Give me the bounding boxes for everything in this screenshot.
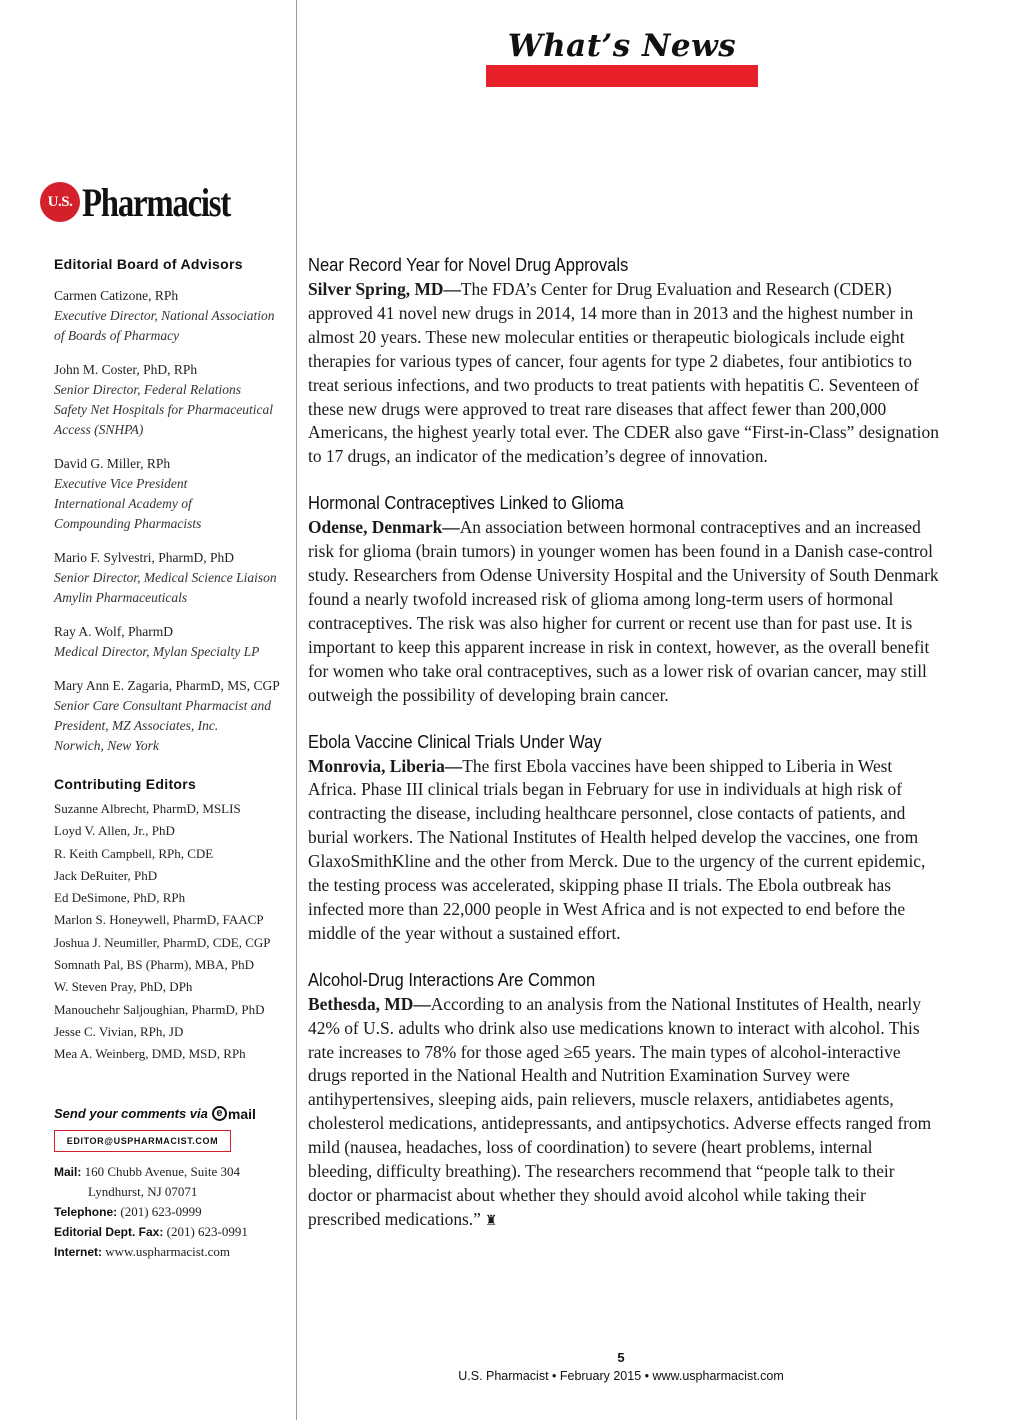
advisor-role: Executive Vice President: [54, 476, 188, 491]
news-articles: [308, 255, 940, 1258]
editorial-board-heading: Editorial Board of Advisors: [54, 256, 243, 272]
article-text: The FDA’s Center for Drug Evaluation and Research (CDER) approved 41 novel new drugs in 2014, 14 more than in 2013 and the highest number in almost 20 years. These new molecular entities or therapeutic biologicals include eight therapies for various types of cancer, four agents for type 2 diabetes, four antibiotics to treat serious infections, and two products to treat patients with hepatitis C. Seventeen of these new drugs were approved to treat rare diseases that affect fewer than 200,000 Americans, the highest yearly total ever. The CDER also gave “First-in-Class” designation to 17 drugs, an indicator of the medication’s degree of innovation.: [308, 279, 939, 467]
fax-value: (201) 623-0991: [166, 1223, 248, 1239]
advisor-role: President, MZ Associates, Inc.: [54, 718, 219, 733]
article-body: [308, 993, 940, 1234]
article-dateline: Bethesda, MD: [308, 993, 414, 1014]
internet-row: [54, 1242, 294, 1262]
contributing-editor: Suzanne Albrecht, PharmD, MSLIS: [54, 801, 241, 816]
dateline-dash: —: [442, 517, 460, 538]
article-text: The first Ebola vaccines have been shipped to Liberia in West Africa. Phase III clinical trials began in February for use in individuals at high risk of contracting the disease, including healthcare personnel, close contacts of patients, and burial workers. The National Institutes of Health helped develop the vaccines, one from GlaxoSmithKline and the other from Merck. Due to the urgency of the current epidemic, the testing process was accelerated, skipping phase II trials. The Ebola outbreak has infected more than 22,000 people in West Africa and is not expected to end before the middle of the year without a sustained effort.: [308, 755, 926, 943]
article-body: [308, 516, 940, 707]
fax-row: [54, 1222, 294, 1242]
advisor-entry: [54, 548, 294, 608]
contributing-editor: Loyd V. Allen, Jr., PhD: [54, 823, 175, 839]
advisor-entry: [54, 676, 294, 756]
telephone-value: (201) 623-0999: [120, 1203, 202, 1219]
advisor-role: Senior Care Consultant Pharmacist and: [54, 698, 272, 713]
contributing-editor: W. Steven Pray, PhD, DPh: [54, 979, 193, 995]
masthead-sidebar: [54, 256, 294, 1262]
advisor-role: Amylin Pharmaceuticals: [54, 590, 188, 605]
footer-publication-line: U.S. Pharmacist • February 2015 • www.uspharmacist.com: [458, 1369, 784, 1383]
mail-line-2: Lyndhurst, NJ 07071: [88, 1183, 198, 1199]
contributing-editors-heading: Contributing Editors: [54, 776, 197, 792]
advisor-name: Mario F. Sylvestri, PharmD, PhD: [54, 550, 235, 565]
mail-address: [54, 1162, 294, 1182]
advisor-name: David G. Miller, RPh: [54, 456, 171, 471]
advisor-role: Access (SNHPA): [54, 422, 144, 437]
section-accent-bar: [486, 65, 758, 87]
section-title: What’s News: [507, 28, 737, 64]
fax-label: Editorial Dept. Fax:: [54, 1224, 164, 1239]
news-article: [308, 732, 940, 946]
mail-line-1: 160 Chubb Avenue, Suite 304: [84, 1163, 240, 1179]
advisor-role: Senior Director, Federal Relations: [54, 382, 241, 397]
advisor-role: Executive Director, National Association: [54, 308, 275, 323]
advisor-entry: [54, 360, 294, 440]
contributing-editor: Marlon S. Honeywell, PharmD, FAACP: [54, 912, 264, 928]
advisor-role: Compounding Pharmacists: [54, 516, 202, 531]
article-dateline: Monrovia, Liberia: [308, 755, 445, 776]
advisor-name: John M. Coster, PhD, RPh: [54, 362, 198, 377]
contact-info: [54, 1162, 294, 1262]
editor-email-link[interactable]: EDITOR@USPHARMACIST.COM: [54, 1130, 231, 1152]
telephone-row: [54, 1202, 294, 1222]
mail-label: Mail:: [54, 1164, 82, 1179]
article-text: According to an analysis from the National Institutes of Health, nearly 42% of U.S. adults who drink also use medications known to interact with alcohol. This rate increases to 78% for those aged ≥65 years. The main types of alcohol-interactive drugs reported in the National Health and Nutrition Examination Survey were antihypertensives, sleeping aids, pain relievers, muscle relaxers, antidiabetes agents, cholesterol medications, antidepressants, and antipsychotics. Adverse effects ranged from mild (nausea, headaches, loss of coordination) to severe (heart problems, internal bleeding, difficulty breathing). The researchers recommend that “people talk to their doctor or pharmacist about whether they should avoid alcohol while taking their prescribed medications.”: [308, 993, 932, 1229]
us-pharmacist-logo: [40, 180, 263, 224]
advisor-role: Safety Net Hospitals for Pharmaceutical: [54, 402, 273, 417]
telephone-label: Telephone:: [54, 1204, 118, 1219]
end-of-story-icon: ♜: [484, 1213, 498, 1229]
dateline-dash: —: [443, 279, 461, 299]
email-e-icon: e: [212, 1106, 227, 1121]
contributing-editor: Jack DeRuiter, PhD: [54, 867, 158, 883]
send-comments-line: [54, 1106, 294, 1122]
contributing-editor: Ed DeSimone, PhD, RPh: [54, 890, 186, 906]
news-article: [308, 255, 940, 469]
send-comments-text: Send your comments via: [54, 1106, 208, 1122]
advisor-role: International Academy of: [54, 496, 192, 511]
page-number: 5: [617, 1350, 625, 1365]
article-text: An association between hormonal contraceptives and an increased risk for glioma (brain tumors) in younger women has been found in a Danish case-control study. Researchers from Odense University Hospital and the University of South Denmark found a nearly twofold increased risk of glioma among long-term users of hormonal contraceptives. The risk was also higher for current or recent use than for past use. It is important to keep this apparent increase in risk in context, however, as the overall benefit for women who take oral contraceptives, such as a lower risk of ovarian cancer, may still outweigh the possibility of developing brain cancer.: [308, 517, 939, 705]
column-divider: [296, 0, 297, 1420]
contributing-editor: R. Keith Campbell, RPh, CDE: [54, 845, 214, 861]
contributing-editor: Manouchehr Saljoughian, PharmD, PhD: [54, 1001, 265, 1017]
advisor-entry: [54, 286, 294, 346]
article-headline: Near Record Year for Novel Drug Approvals: [308, 255, 629, 275]
logo-badge-icon: U.S.: [40, 182, 80, 222]
internet-label: Internet:: [54, 1244, 102, 1259]
advisor-name: Mary Ann E. Zagaria, PharmD, MS, CGP: [54, 678, 280, 693]
article-headline: Ebola Vaccine Clinical Trials Under Way: [308, 731, 602, 752]
contributing-editor: Mea A. Weinberg, DMD, MSD, RPh: [54, 1046, 246, 1062]
advisor-list: [54, 286, 294, 756]
contributing-editor: Jesse C. Vivian, RPh, JD: [54, 1023, 184, 1039]
advisor-name: Ray A. Wolf, PharmD: [54, 624, 174, 639]
email-word: mail: [227, 1105, 256, 1122]
article-headline: Alcohol-Drug Interactions Are Common: [308, 969, 596, 990]
article-body: [308, 755, 940, 946]
news-article: [308, 970, 940, 1234]
contributing-editors-list: [54, 798, 294, 1066]
contributing-editor: Somnath Pal, BS (Pharm), MBA, PhD: [54, 957, 255, 973]
news-article: [308, 493, 940, 707]
dateline-dash: —: [444, 755, 463, 776]
advisor-role: of Boards of Pharmacy: [54, 328, 180, 343]
dateline-dash: —: [413, 993, 431, 1014]
advisor-entry: [54, 622, 294, 662]
advisor-role: Medical Director, Mylan Specialty LP: [54, 644, 260, 659]
advisor-role: Norwich, New York: [54, 738, 159, 753]
contributing-editor: Joshua J. Neumiller, PharmD, CDE, CGP: [54, 934, 271, 950]
article-dateline: Odense, Denmark: [308, 517, 443, 538]
logo-wordmark: Pharmacist: [82, 179, 231, 225]
advisor-entry: [54, 454, 294, 534]
advisor-name: Carmen Catizone, RPh: [54, 288, 179, 303]
advisor-role: Senior Director, Medical Science Liaison: [54, 570, 277, 585]
article-headline: Hormonal Contraceptives Linked to Glioma: [308, 493, 624, 514]
email-label: [212, 1106, 256, 1122]
article-dateline: Silver Spring, MD: [308, 279, 444, 299]
article-body: [308, 278, 940, 469]
internet-link[interactable]: www.uspharmacist.com: [105, 1243, 231, 1259]
